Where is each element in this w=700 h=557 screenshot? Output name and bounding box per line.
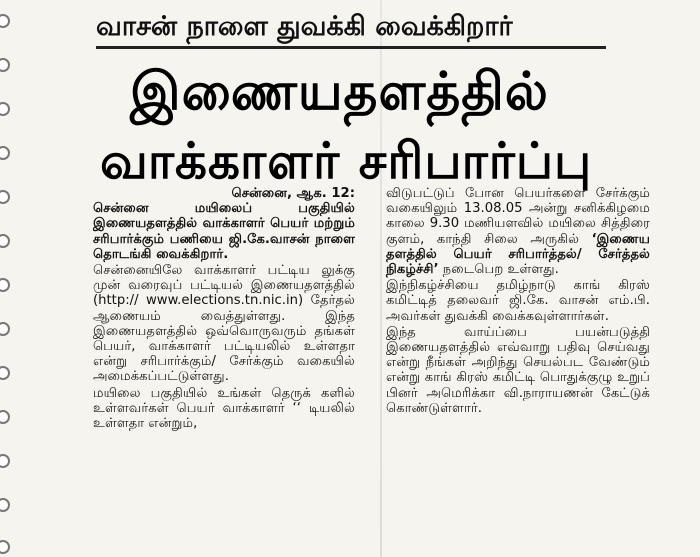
binding-hole-icon (0, 322, 10, 336)
body-paragraph: இந்த வாய்ப்பை பயன்படுத்தி இணையதளத்தில் எவ்வாறு பதிவு செய்வது என்று நீங்கள் அறிந்து செயல்பட வேண்டும் என்று காங் கிரஸ் கமிட்டி பொதுக்குழு உறுப் பினர் அமெரிக்கா வி.நாராயணன் கேட்டுக் கொண்டுள்ளார். (386, 324, 650, 416)
binding-hole-icon (0, 146, 10, 160)
kicker-heading: வாசன் நாளை துவக்கி வைக்கிறார் (96, 11, 513, 42)
article-column-left (93, 186, 355, 431)
article-column-right (386, 186, 650, 416)
binding-hole-icon (0, 366, 10, 380)
body-text: நடைபெற உள்ளது. (438, 262, 559, 278)
binding-hole-icon (0, 278, 10, 292)
body-paragraph (386, 186, 650, 277)
binding-holes (0, 0, 14, 557)
binding-hole-icon (0, 58, 10, 72)
binding-hole-icon (0, 14, 10, 28)
body-paragraph: மயிலை பகுதியில் உங்கள் தெருக் களில் உள்ளவர்கள் பெயர் வாக்காளர் ‘‘ டியலில் உள்ளதா என்றும், (93, 385, 355, 432)
body-text: விடுபட்டுப் போன பெயர்களை சேர்க்கும் வகையிலும் 13.08.05 அன்று சனிக்கிழமை காலை 9.30 மணியளவில் மயிலை சித்திரை குளம், காந்தி சிலை அருகில் (386, 186, 650, 247)
event-name-quote: ‘இணைய தளத்தில் பெயர் சரிபார்த்தல்/ சேர்த்தல் நிகழ்ச்சி’ (386, 231, 650, 278)
dateline: சென்னை, ஆக. 12: (231, 186, 355, 201)
binding-hole-icon (0, 498, 10, 512)
kicker-underline (96, 46, 606, 49)
body-paragraph: இந்நிகழ்ச்சியை தமிழ்நாடு காங் கிரஸ் கமிட்டித் தலைவர் ஜி.கே. வாசன் எம்.பி. அவர்கள் துவக்கி வைக்கவுள்ளார்கள். (386, 278, 650, 324)
binding-hole-icon (0, 410, 10, 424)
binding-hole-icon (0, 540, 10, 554)
binding-hole-icon (0, 190, 10, 204)
headline-line-1: இணையதளத்தில் (130, 62, 549, 122)
binding-hole-icon (0, 102, 10, 116)
body-paragraph: சென்னையிலே வாக்காளர் பட்டிய லுக்கு முன் வரைவுப் பட்டியல் இணையதளத்தில் (http:// www.elections.tn.nic.in) தேர்தல் ஆணையம் வைத்துள்ளது. இந்த இணையதளத்தில் ஒவ்வொருவரும் தங்கள் பெயர், வாக்காளர் பட்டியலில் உள்ளதா என்று சரிபார்க்கும்/ சேர்க்கும் வகையில் அமைக்கப்பட்டுள்ளது. (93, 263, 355, 385)
headline-line-2: வாக்காளர் சரிபார்ப்பு (100, 132, 593, 190)
binding-hole-icon (0, 234, 10, 248)
lead-paragraph: சென்னை மயிலைப் பகுதியில் இணையதளத்தில் வாக்காளர் பெயர் மற்றும் சரிபார்க்கும் பணியை ஜி.கே.வாசன் நாளை தொடங்கி வைக்கிறார். (93, 201, 355, 262)
binding-hole-icon (0, 454, 10, 468)
